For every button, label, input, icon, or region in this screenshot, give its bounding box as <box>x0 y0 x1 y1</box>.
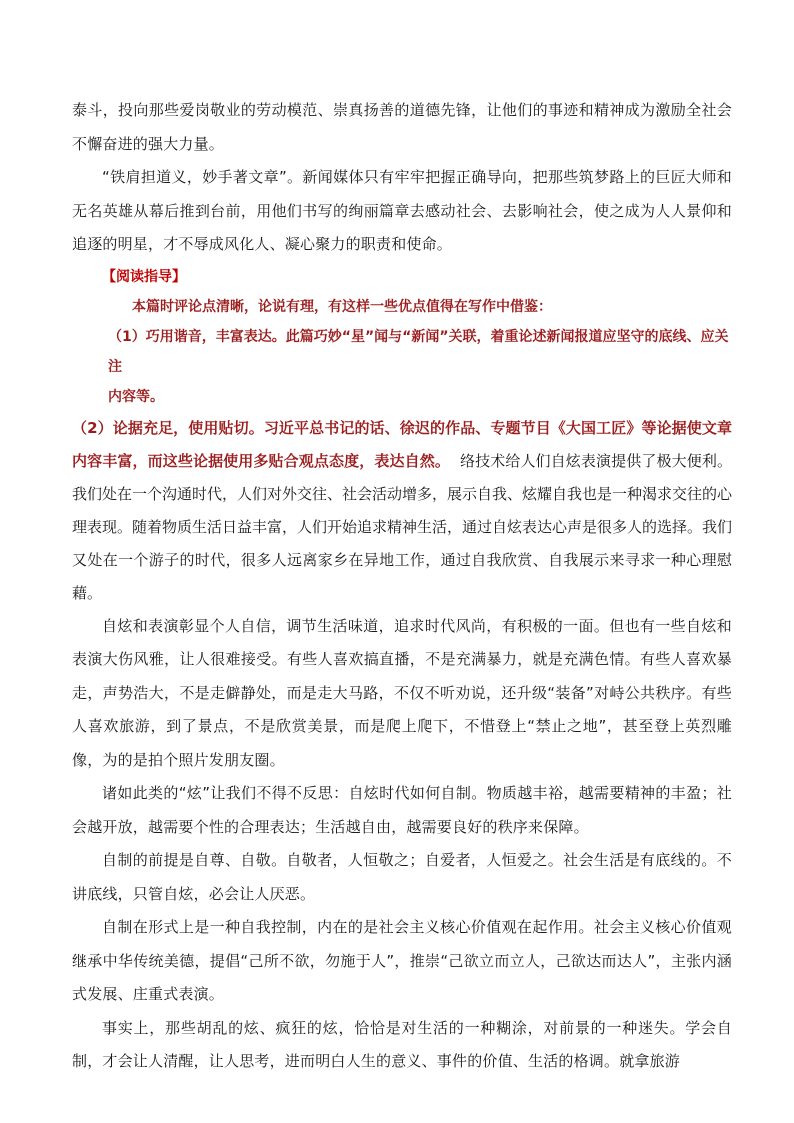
paragraph-7: 自制在形式上是一种自我控制，内在的是社会主义核心价值观在起作用。社会主义核心价值观继承中华传统美德，提倡“己所不欲，勿施于人”，推崇“己欲立而立人，己欲达而达人”，主张内涵式发展、庄重式表演。 <box>72 918 732 1003</box>
reading-guide-intro: 本篇时评论点清晰，论说有理，有这样一些优点值得在写作中借鉴： <box>132 298 552 315</box>
paragraph-1: 泰斗，投向那些爱岗敬业的劳动模范、崇真扬善的道德先锋，让他们的事迹和精神成为激励全社会不懈奋进的强大力量。 <box>72 101 732 153</box>
paragraph-2: “铁肩担道义，妙手著文章”。新闻媒体只有牢牢把握正确导向，把那些筑梦路上的巨匠大师和无名英雄从幕后推到台前，用他们书写的绚丽篇章去感动社会、去影响社会，使之成为人人景仰和追逐的明星，才不辱成风化人、凝心聚力的职责和使命。 <box>72 168 732 253</box>
paragraph-5: 诸如此类的“炫”让我们不得不反思：自炫时代如何自制。物质越丰裕，越需要精神的丰盈；社会越开放，越需要个性的合理表达；生活越自由，越需要良好的秩序来保障。 <box>72 784 732 836</box>
reading-guide-item-1-continued: 内容等。 <box>108 388 164 405</box>
reading-guide-title: 【阅读指导】 <box>102 268 186 285</box>
reading-guide-item-1: （1）巧用谐音，丰富表达。此篇巧妙“星”闻与“新闻”关联，着重论述新闻报道应坚守的底线、应关注 <box>108 328 729 375</box>
document-page <box>72 94 732 1079</box>
paragraph-8: 事实上，那些胡乱的炫、疯狂的炫，恰恰是对生活的一种糊涂，对前景的一种迷失。学会自制，才会让人清醒，让人思考，进而明白人生的意义、事件的价值、生活的格调。就拿旅游 <box>72 1018 732 1070</box>
reading-guide-item-2 <box>72 412 732 610</box>
paragraph-4: 自炫和表演彰显个人自信，调节生活味道，追求时代风尚，有积极的一面。但也有一些自炫和表演大伤风雅，让人很难接受。有些人喜欢搞直播，不是充满暴力，就是充满色情。有些人喜欢暴走，声势浩大，不是走僻静处，而是走大马路，不仅不听劝说，还升级“装备”对峙公共秩序。有些人喜欢旅游，到了景点，不是欣赏美景，而是爬上爬下，不惜登上“禁止之地”，甚至登上英烈雕像，为的是拍个照片发朋友圈。 <box>72 616 732 769</box>
paragraph-6: 自制的前提是自尊、自敬。自敬者，人恒敬之；自爱者，人恒爱之。社会生活是有底线的。不讲底线，只管自炫，必会让人厌恶。 <box>72 851 732 903</box>
reading-guide-item-2-text: （2）论据充足，使用贴切。习近平总书记的话、徐迟的作品、专题节目《大国工匠》等论据使文章内容丰富，而这些论据使用多贴合观点态度，表达自然。 <box>72 418 732 470</box>
paragraph-3-continuation: 络技术给人们自炫表演提供了极大便利。我们处在一个沟通时代，人们对外交往、社会活动增多，展示自我、炫耀自我也是一种渴求交往的心理表现。随着物质生活日益丰富，人们开始追求精神生活，通过自炫表达心声是很多人的选择。我们又处在一个游子的时代，很多人远离家乡在异地工作，通过自我欣赏、自我展示来寻求一种心理慰藉。 <box>72 451 733 602</box>
